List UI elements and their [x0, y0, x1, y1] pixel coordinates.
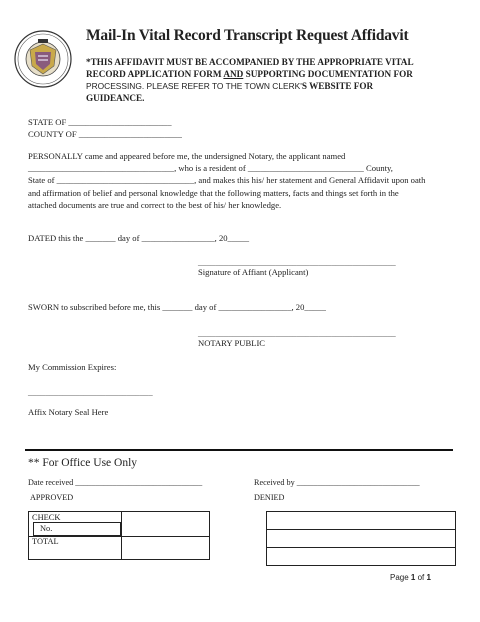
approved-label: APPROVED	[30, 493, 74, 502]
county-field[interactable]: COUNTY OF ________________________	[28, 129, 182, 139]
check-cell[interactable]	[29, 512, 122, 537]
notary-public-label: NOTARY PUBLIC	[198, 338, 266, 348]
affidavit-statement	[28, 150, 453, 211]
dated-line[interactable]: DATED this the _______ day of _________________, 20_____	[28, 233, 250, 243]
total-amount-cell[interactable]	[122, 537, 210, 560]
denied-row-1[interactable]	[267, 512, 456, 530]
received-by-field[interactable]: Received by ______________________________	[254, 478, 420, 487]
submission-notice	[86, 56, 446, 104]
date-received-field[interactable]: Date received _______________________________	[28, 478, 203, 487]
total-label: TOTAL	[32, 537, 59, 546]
notary-signature-line[interactable]: ______________________________________________	[198, 328, 396, 338]
page-number: Page 1 of 1	[390, 573, 431, 582]
statement-line: PERSONALLY came and appeared before me, the undersigned Notary, the applicant named	[28, 151, 346, 161]
total-cell	[29, 537, 122, 560]
check-number-box[interactable]: No.	[33, 522, 121, 536]
denied-row-3[interactable]	[267, 548, 456, 566]
commission-expires-label: My Commission Expires:	[28, 362, 117, 372]
office-use-heading: ** For Office Use Only	[28, 457, 138, 469]
notice-line: PROCESSING. PLEASE REFER TO THE TOWN CLERK'S WEBSITE FOR	[86, 81, 374, 91]
commission-expires-line[interactable]: _____________________________	[28, 387, 153, 397]
affiant-signature-label: Signature of Affiant (Applicant)	[198, 267, 309, 277]
notice-and-underlined: AND	[223, 69, 244, 79]
notice-line: GUIDEANCE.	[86, 93, 145, 103]
document-title: Mail-In Vital Record Transcript Request Affidavit	[86, 27, 409, 44]
check-amount-cell[interactable]	[122, 512, 210, 537]
notice-line: *THIS AFFIDAVIT MUST BE ACCOMPANIED BY THE APPROPRIATE VITAL	[86, 57, 414, 67]
section-divider	[25, 449, 453, 451]
sworn-line[interactable]: SWORN to subscribed before me, this _______ day of _________________, 20_____	[28, 302, 326, 312]
statement-line: and affirmation of belief and personal knowledge that the following matters, facts and things set forth in the	[28, 187, 399, 198]
approved-payment-table	[28, 511, 210, 560]
notary-seal-note: Affix Notary Seal Here	[28, 407, 109, 417]
town-seal-logo	[14, 30, 72, 88]
affiant-signature-line[interactable]: ______________________________________________	[198, 257, 396, 267]
denied-table	[266, 511, 456, 566]
denied-label: DENIED	[254, 493, 285, 502]
notice-line: RECORD APPLICATION FORM AND SUPPORTING DOCUMENTATION FOR	[86, 69, 413, 79]
denied-row-2[interactable]	[267, 530, 456, 548]
check-label: CHECK	[32, 513, 61, 522]
state-field[interactable]: STATE OF ________________________	[28, 117, 172, 127]
statement-line[interactable]: __________________________________, who is a resident of ___________________________ County,	[28, 163, 393, 174]
statement-line: attached documents are true and correct to the best of his/ her knowledge.	[28, 199, 282, 210]
statement-line[interactable]: State of ________________________________, and makes this his/ her statement and General Affidavit upon oath	[28, 175, 426, 186]
